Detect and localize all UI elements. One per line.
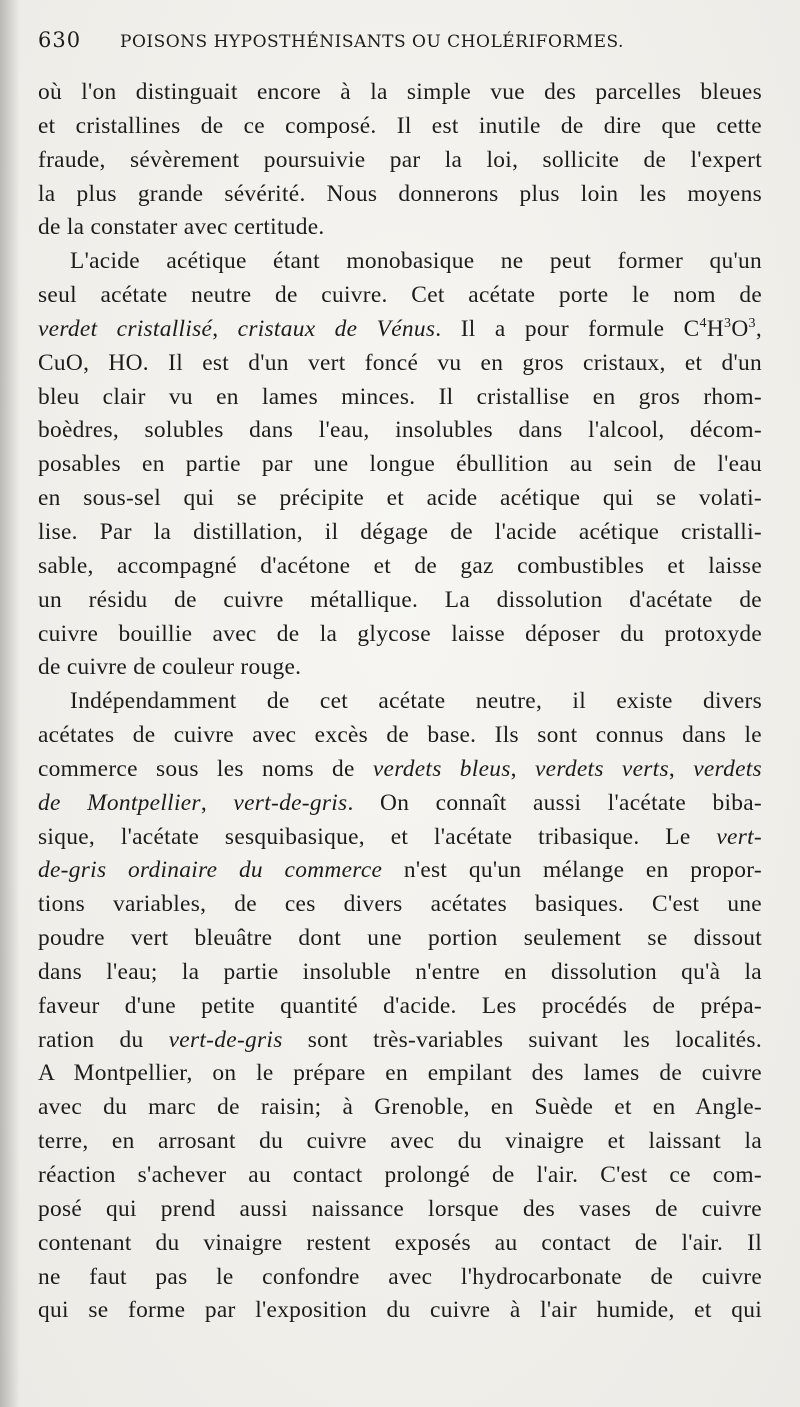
italic-text: verdets bleus xyxy=(372,755,511,782)
text-line xyxy=(38,482,762,516)
text-segment: ration du xyxy=(38,1026,169,1053)
italic-text: vert-de-gris xyxy=(233,789,348,816)
text-line xyxy=(38,550,762,584)
italic-text: vert- xyxy=(716,823,762,850)
running-head xyxy=(38,28,762,76)
text-segment: de cuivre de couleur rouge. xyxy=(38,654,302,681)
text-segment: faveur d'une petite quantité d'acide. Les procédés de prépa- xyxy=(38,992,762,1019)
text-line xyxy=(38,922,762,956)
text-segment: sique, l'acétate sesquibasique, et l'acétate tribasique. Le xyxy=(38,823,717,850)
text-segment: dans l'eau; la partie insoluble n'entre en dissolution qu'à la xyxy=(38,958,762,985)
superscript: 4 xyxy=(699,316,707,332)
text-line xyxy=(38,76,762,110)
text-segment: . Il a pour formule C xyxy=(435,315,700,342)
text-line xyxy=(38,584,762,618)
text-segment: , xyxy=(200,789,234,816)
text-segment: un résidu de cuivre métallique. La dissolution d'acétate de xyxy=(38,586,762,613)
text-segment: acétates de cuivre avec excès de base. Ils sont connus dans le xyxy=(38,722,762,749)
italic-text: de-gris ordinaire du commerce xyxy=(38,857,383,884)
text-segment: où l'on distinguait encore à la simple vue des parcelles bleues xyxy=(38,79,762,105)
text-line xyxy=(38,381,762,415)
text-segment: terre, en arrosant du cuivre avec du vinaigre et laissant la xyxy=(38,1128,762,1155)
text-line xyxy=(38,313,762,347)
text-segment: , xyxy=(510,755,535,782)
text-segment: poudre vert bleuâtre dont une portion seulement se dissout xyxy=(38,925,762,952)
text-segment: , xyxy=(668,755,694,782)
text-line xyxy=(38,618,762,652)
text-segment: et cristallines de ce composé. Il est inutile de dire que cette xyxy=(38,112,762,139)
text-segment: O xyxy=(731,315,749,342)
text-segment: H xyxy=(706,315,725,342)
italic-text: vert-de-gris xyxy=(168,1026,283,1053)
text-segment: commerce sous les noms de xyxy=(38,755,373,782)
text-segment: avec du marc de raisin; à Grenoble, en Suède et en Angle- xyxy=(38,1094,762,1121)
text-line xyxy=(38,651,762,685)
page-gutter-shadow xyxy=(0,0,20,1407)
text-segment: posables en partie par une longue ébullition au sein de l'eau xyxy=(38,451,762,478)
text-line xyxy=(38,753,762,787)
text-line xyxy=(38,279,762,313)
text-line xyxy=(38,347,762,381)
text-segment: . On connaît aussi l'acétate biba- xyxy=(347,789,763,816)
text-segment: sable, accompagné d'acétone et de gaz combustibles et laisse xyxy=(38,552,762,579)
text-line xyxy=(38,1125,762,1159)
text-line xyxy=(38,144,762,178)
text-segment: en sous-sel qui se précipite et acide acétique qui se volati- xyxy=(38,485,762,512)
text-segment: CuO, HO. Il est d'un vert foncé vu en gros cristaux, et d'un xyxy=(38,349,762,376)
text-line xyxy=(38,110,762,144)
text-segment: cuivre bouillie avec de la glycose laisse déposer du protoxyde xyxy=(38,620,762,647)
text-line xyxy=(38,854,762,888)
italic-text: verdets xyxy=(693,755,762,782)
italic-text: cristaux de Vénus xyxy=(237,315,436,342)
text-line xyxy=(38,787,762,821)
text-segment: seul acétate neutre de cuivre. Cet acétate porte le nom de xyxy=(38,282,762,309)
text-segment: fraude, sévèrement poursuivie par la loi, sollicite de l'expert xyxy=(38,146,762,173)
text-line xyxy=(38,1227,762,1261)
text-line xyxy=(38,1057,762,1091)
italic-text: verdets verts xyxy=(534,755,669,782)
text-line xyxy=(38,1294,762,1328)
text-line xyxy=(38,516,762,550)
superscript: 3 xyxy=(748,316,756,332)
text-line xyxy=(38,178,762,212)
text-segment: , xyxy=(755,315,762,342)
text-segment: contenant du vinaigre restent exposés au contact de l'air. Il xyxy=(38,1229,762,1256)
text-line xyxy=(38,211,762,245)
text-segment: qui se forme par l'exposition du cuivre à l'air humide, et qui xyxy=(38,1297,762,1324)
italic-text: verdet cristallisé xyxy=(38,315,213,342)
italic-text: de Montpellier xyxy=(38,789,201,816)
text-segment: L'acide acétique étant monobasique ne peut former qu'un xyxy=(70,248,762,275)
text-segment: , xyxy=(212,315,238,342)
text-line xyxy=(38,1193,762,1227)
text-segment: ne faut pas le confondre avec l'hydrocarbonate de cuivre xyxy=(38,1263,762,1290)
text-line xyxy=(38,685,762,719)
page-number: 630 xyxy=(38,28,82,52)
superscript: 3 xyxy=(724,316,732,332)
text-line xyxy=(38,990,762,1024)
text-segment: lise. Par la distillation, il dégage de l'acide acétique cristalli- xyxy=(38,518,762,545)
running-title: POISONS HYPOSTHÉNISANTS OU CHOLÉRIFORMES. xyxy=(120,32,624,52)
text-line xyxy=(38,1261,762,1295)
text-line xyxy=(38,719,762,753)
text-line xyxy=(38,1159,762,1193)
body-text xyxy=(38,76,762,1328)
text-segment: posé qui prend aussi naissance lorsque des vases de cuivre xyxy=(38,1195,762,1222)
text-line xyxy=(38,1091,762,1125)
text-line xyxy=(38,888,762,922)
text-segment: n'est qu'un mélange en propor- xyxy=(382,857,762,884)
text-segment: boèdres, solubles dans l'eau, insolubles dans l'alcool, décom- xyxy=(38,417,762,444)
text-segment: sont très-variables suivant les localités. xyxy=(282,1026,762,1053)
text-segment: de la constater avec certitude. xyxy=(38,214,325,241)
text-line xyxy=(38,414,762,448)
text-line xyxy=(38,245,762,279)
text-line xyxy=(38,821,762,855)
text-segment: réaction s'achever au contact prolongé de l'air. C'est ce com- xyxy=(38,1162,762,1188)
text-segment: la plus grande sévérité. Nous donnerons plus loin les moyens xyxy=(38,180,762,207)
text-segment: Indépendamment de cet acétate neutre, il existe divers xyxy=(70,688,762,715)
text-segment: tions variables, de ces divers acétates basiques. C'est une xyxy=(38,891,762,918)
text-line xyxy=(38,448,762,482)
text-line xyxy=(38,1024,762,1058)
text-segment: A Montpellier, on le prépare en empilant des lames de cuivre xyxy=(38,1060,762,1087)
text-segment: bleu clair vu en lames minces. Il cristallise en gros rhom- xyxy=(38,383,762,410)
text-line xyxy=(38,956,762,990)
